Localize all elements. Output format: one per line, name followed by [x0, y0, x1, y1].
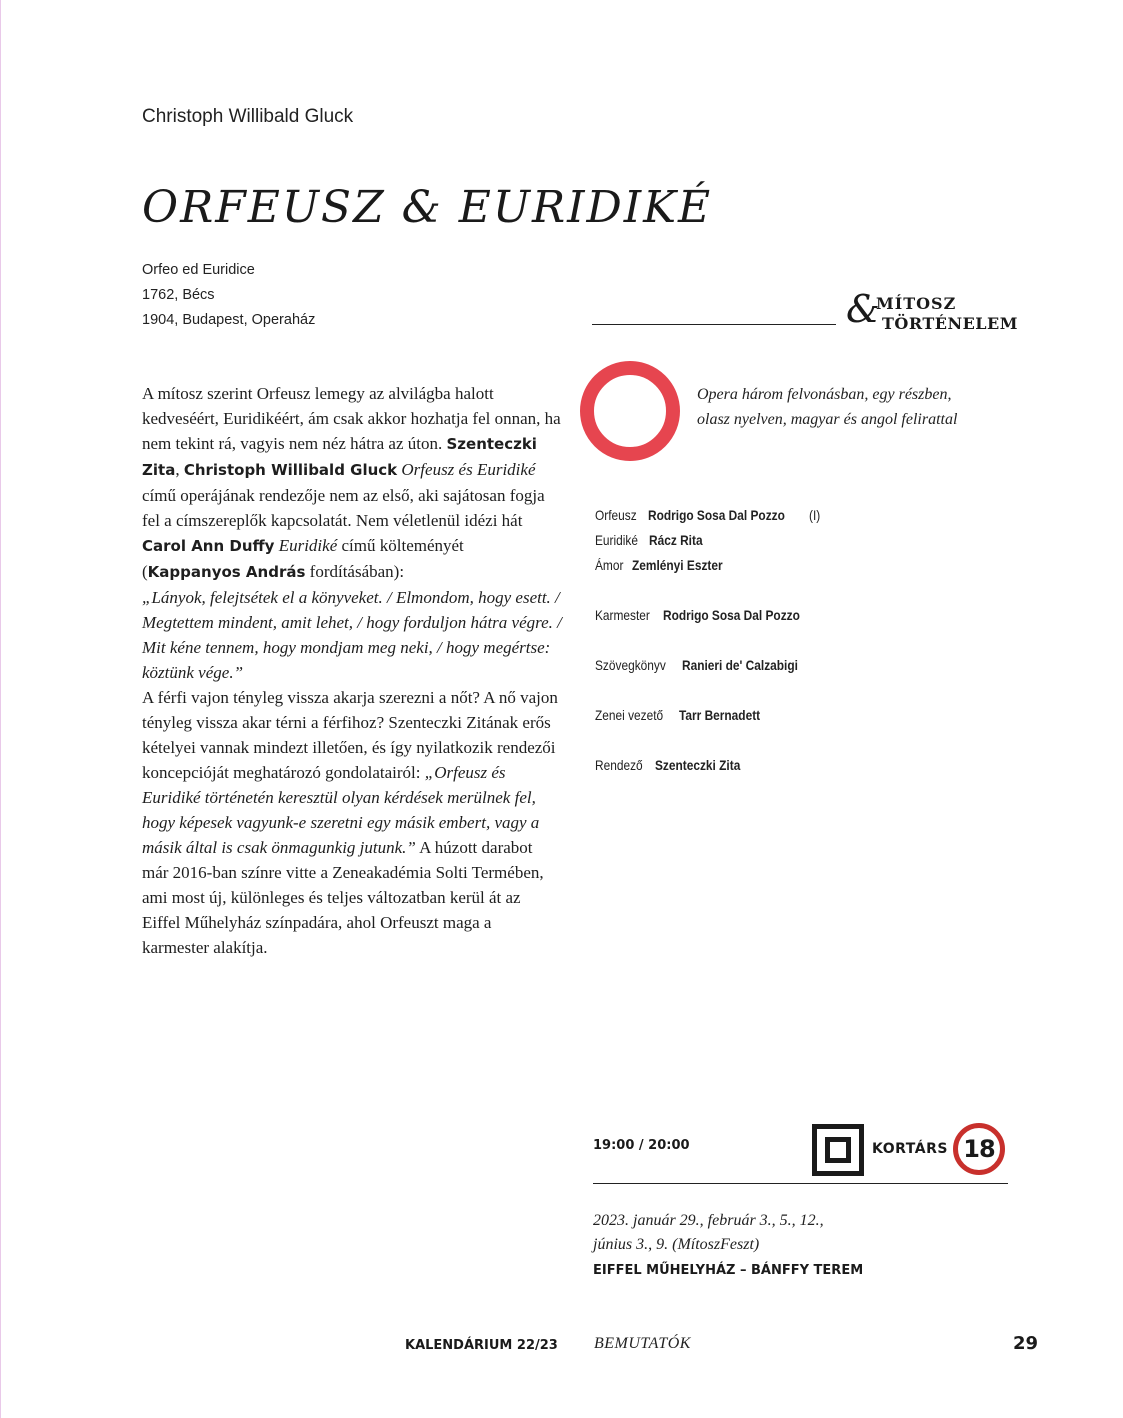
director-name: Szenteczki Zita — [142, 435, 537, 479]
credit-euridike: Euridiké Rácz Rita — [595, 532, 704, 548]
venue-square-icon — [812, 1124, 864, 1176]
credit-amor: Ámor Zemlényi Eszter — [595, 557, 723, 573]
info-divider — [593, 1183, 1008, 1184]
credit-libretto: Szövegkönyv Ranieri de' Calzabigi — [595, 657, 799, 673]
genre-description: Opera három felvonásban, egy részben, olasz nyelven, magyar és angol felirattal — [697, 386, 958, 428]
translator-name: Kappanyos András — [147, 563, 306, 581]
description-text — [142, 381, 562, 960]
work-title: Orfeusz és Euridiké — [401, 460, 536, 479]
world-premiere: 1762, Bécs — [142, 287, 215, 303]
credit-music-director: Zenei vezető Tarr Bernadett — [595, 707, 761, 723]
performance-dates: 2023. január 29., február 3., 5., 12., június 3., 9. (MítoszFeszt) — [593, 1212, 824, 1253]
venue-name: EIFFEL MŰHELYHÁZ – BÁNFFY TEREM — [593, 1263, 864, 1278]
director-quote: „Orfeusz és Euridiké történetén keresztül olyan kérdések merülnek fel, hogy képesek vagyunk-e szeretni egy másik embert, vagy a másik által is csak önmagunkig jutunk.” — [142, 763, 540, 857]
performance-times: 19:00 / 20:00 — [593, 1138, 690, 1153]
page-number: 29 — [1013, 1333, 1039, 1354]
credit-director: Rendező Szenteczki Zita — [595, 757, 741, 773]
composer-name: Christoph Willibald Gluck — [142, 106, 354, 127]
series-word-tortenelem: TÖRTÉNELEM — [882, 314, 1018, 333]
series-word-mitosz: MÍTOSZ — [876, 294, 957, 313]
opera-title: ORFEUSZ & EURIDIKÉ — [142, 182, 713, 233]
composer-bold: Christoph Willibald Gluck — [183, 461, 398, 479]
credit-orfeusz: Orfeusz Rodrigo Sosa Dal Pozzo(I) — [595, 507, 821, 523]
footer-section: BEMUTATÓK — [594, 1335, 691, 1352]
footer-publication: KALENDÁRIUM 22/23 — [405, 1338, 558, 1353]
poem-quote: „Lányok, felejtsétek el a könyveket. / Elmondom, hogy esett. / Megtettem mindent, amit lehet, / hogy forduljon hátra végre. / Mit kéne tennem, hogy mondjam meg neki, / hogy megértse: köztünk vége.” — [142, 588, 562, 682]
poet-name: Carol Ann Duffy — [142, 537, 275, 555]
original-title: Orfeo ed Euridice — [142, 262, 255, 278]
paragraph-2: A férfi vajon tényleg vissza akarja szerezni a nőt? A nő vajon tényleg vissza akar térni a férfihoz? Szenteczki Zitának erős kételyei vannak mindezt illetően, és így nyilatkozik rendezői koncepcióját meghatározó gondolatairól: „Orfeusz és Euridiké történetén keresztül olyan kérdések merülnek fel, hogy képesek vagyunk-e szeretni egy másik embert, vagy a másik által is csak önmagunkig jutunk.” A húzott darabot már 2016-ban színre vitte a Zeneakadémia Solti Termében, ami most új, különleges és teljes változatban kerül át az Eiffel Műhelyház színpadára, ahol Orfeuszt maga a karmester alakítja. — [142, 688, 558, 957]
premiere-info — [142, 258, 315, 333]
page-edge-line — [0, 0, 1, 1418]
age-rating-badge: 18 — [953, 1123, 1005, 1175]
red-ring-icon — [580, 361, 680, 461]
series-logo — [846, 287, 1046, 340]
category-label: KORTÁRS — [872, 1141, 948, 1157]
series-divider — [592, 324, 836, 325]
credit-conductor: Karmester Rodrigo Sosa Dal Pozzo — [595, 607, 801, 623]
local-premiere: 1904, Budapest, Operaház — [142, 312, 316, 328]
series-ampersand: & — [846, 287, 880, 331]
poem-title: Euridiké — [278, 536, 338, 555]
paragraph-1: A mítosz szerint Orfeusz lemegy az alvilágba halott kedveséért, Euridikéért, ám csak akkor hozhatja fel onnan, ha nem tekint rá, vagyis nem néz hátra az úton. Szenteczki Zita, Christoph Willibald Gluck Orfeusz és Euridiké című operájának rendezője nem az első, aki sajátosan fogja fel a címszereplők kapcsolatát. Nem véletlenül idézi hát Carol Ann Duffy Euridiké című költeményét (Kappanyos András fordításában): — [142, 384, 561, 581]
